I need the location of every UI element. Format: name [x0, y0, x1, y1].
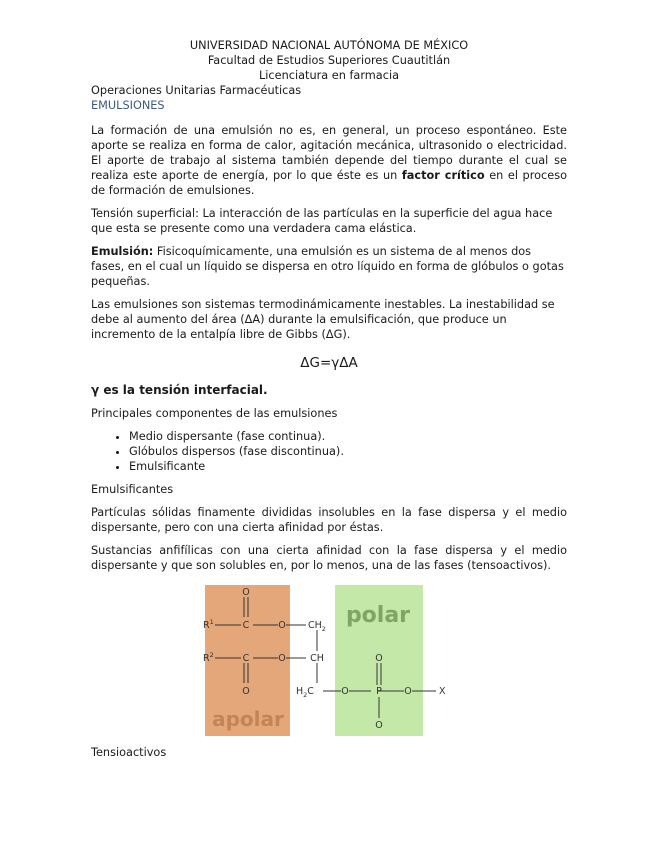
- atom-o: O: [278, 653, 286, 664]
- section-title: EMULSIONES: [91, 99, 165, 112]
- surfactant-figure: [91, 583, 567, 738]
- atom-ch: CH: [310, 653, 324, 664]
- atom-p: P: [376, 686, 382, 697]
- atom-o: O: [242, 686, 250, 697]
- atom-o: O: [242, 587, 250, 598]
- faculty-name: Facultad de Estudios Superiores Cuautitlán: [207, 54, 451, 67]
- atom-r2-letter: R: [203, 653, 210, 664]
- atom-r1-letter: R: [203, 620, 210, 631]
- atom-r1-sup: 1: [209, 618, 214, 626]
- amphiphilic-paragraph: Sustancias anfifílicas con una cierta afinidad con la fase dispersa y el medio dispersante y que son solubles en, por lo menos, una de las fases (tensoactivos).: [91, 544, 567, 572]
- atom-h2c-h: H: [296, 686, 304, 697]
- gibbs-formula: ΔG=γΔA: [300, 355, 358, 371]
- atom-ch2-sub: 2: [321, 625, 326, 633]
- atom-ch2-text: CH: [308, 620, 322, 631]
- intro-paragraph: [91, 123, 567, 198]
- thermo-paragraph: Las emulsiones son sistemas termodinámicamente inestables. La inestabilidad se debe al aumento del área (ΔA) durante la emulsificación, que produce un incremento de la entalpía libre de Gibbs (ΔG).: [91, 298, 555, 341]
- list-item: • Emulsificante: [129, 459, 567, 474]
- document-header: [91, 38, 567, 83]
- surfactant-structure-diagram: [91, 583, 567, 738]
- atom-o: O: [341, 686, 349, 697]
- atom-x: X: [439, 686, 446, 697]
- tension-paragraph: Tensión superficial: La interacción de las partículas en la superficie del agua hace que esta se presente como una verdadera cama elástica.: [91, 207, 553, 235]
- atom-h2c-sub: 2: [303, 691, 308, 699]
- atom-h2c-c: C: [307, 686, 314, 697]
- atom-r2-sup: 2: [209, 651, 214, 659]
- atom-c: C: [242, 620, 250, 631]
- list-item: • Glóbulos dispersos (fase discontinua).: [129, 444, 567, 459]
- university-name: UNIVERSIDAD NACIONAL AUTÓNOMA DE MÉXICO: [189, 39, 469, 52]
- degree-name: Licenciatura en farmacia: [258, 69, 400, 82]
- list-item: • Medio dispersante (fase continua).: [129, 429, 567, 444]
- gamma-definition: γ es la tensión interfacial.: [91, 383, 268, 397]
- atom-o: O: [404, 686, 412, 697]
- course-title: Operaciones Unitarias Farmacéuticas: [91, 84, 302, 97]
- components-list: [91, 429, 567, 474]
- atom-o: O: [375, 720, 383, 731]
- emulsion-term: Emulsión:: [91, 245, 154, 258]
- document-page: [91, 38, 567, 760]
- apolar-label: apolar: [212, 707, 284, 731]
- atom-c: C: [242, 653, 250, 664]
- atom-o: O: [375, 653, 383, 664]
- intro-text-end: en el proceso de formación de emulsiones.: [91, 169, 567, 197]
- atom-o: O: [278, 620, 286, 631]
- emulsion-definition: [91, 244, 567, 289]
- solids-paragraph: Partículas sólidas finamente divididas insolubles en la fase dispersa y el medio dispersante, pero con una cierta afinidad por éstas.: [91, 506, 567, 534]
- figure-caption: Tensioactivos: [91, 746, 167, 759]
- components-title: Principales componentes de las emulsiones: [91, 407, 338, 420]
- intro-bold: factor crítico: [401, 169, 485, 182]
- emulsifiers-title: Emulsificantes: [91, 483, 174, 496]
- atom-h2c: [296, 686, 314, 699]
- polar-label: polar: [345, 603, 411, 628]
- emulsion-text: Fisicoquímicamente, una emulsión es un sistema de al menos dos fases, en el cual un líquido se dispersa en otro líquido en forma de glóbulos o gotas pequeñas.: [91, 245, 564, 288]
- intro-text: La formación de una emulsión no es, en general, un proceso espontáneo. Este aporte se realiza en forma de calor, agitación mecánica, ultrasonido o electricidad. El aporte de trabajo al sistema también depende del tiempo durante el cual se realiza este aporte de energía, por lo que éste es un: [91, 124, 567, 182]
